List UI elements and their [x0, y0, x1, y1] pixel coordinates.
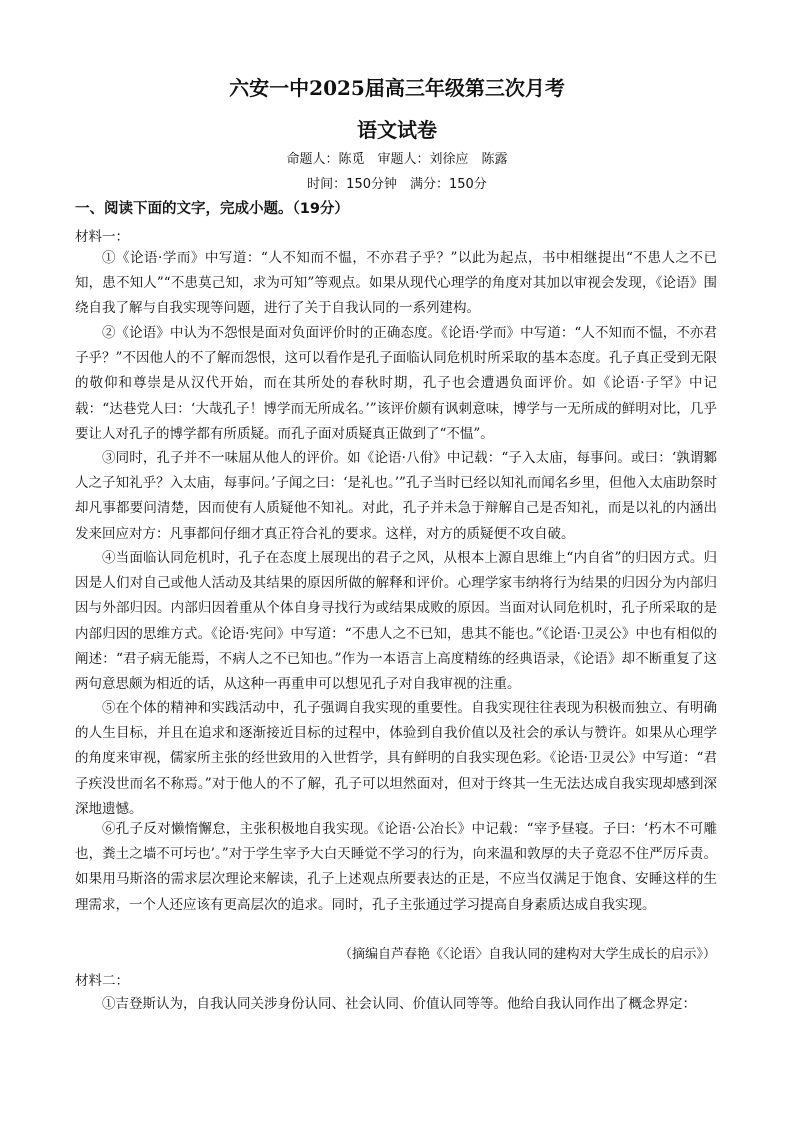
material2-paragraph-1: ①吉登斯认为，自我认同关涉身份认同、社会认同、价值认同等等。他给自我认同作出了概念界定： [102, 996, 696, 1012]
section-heading: 一、阅读下面的文字，完成小题。（19分） [75, 201, 349, 217]
material1-label: 材料一： [75, 229, 129, 245]
exam-authors: 命题人：陈觅 审题人：刘徐应 陈露 [286, 152, 508, 167]
material1-paragraph-1: ①《论语·学而》中写道：“人不知而不愠，不亦君子乎？”以此为起点，书中相继提出“不患人之不已知，患不知人”“不患莫己知，求为可知”等观点。如果从现代心理学的角度对其加以审视会发现，《论语》围绕自我了解与自我实现等问题，进行了关于自我认同的一系列建构。 [75, 250, 717, 317]
material1-paragraph-4: ④当面临认同危机时，孔子在态度上展现出的君子之风，从根本上源自思维上“内自省”的归因方式。归因是人们对自己或他人活动及其结果的原因所做的解释和评价。心理学家韦纳将行为结果的归因分为内部归因与外部归因。内部归因着重从个体自身寻找行为或结果成败的原因。当面对认同危机时，孔子所采取的是内部归因的思维方式。《论语·宪问》中写道：“不患人之不已知，患其不能也。”《论语·卫灵公》中也有相似的阐述：“君子病无能焉，不病人之不已知也。”作为一本语言上高度精练的经典语录，《论语》却不断重复了这两句意思颇为相近的话，从这种一再重申可以想见孔子对自我审视的注重。 [75, 550, 717, 693]
material1-paragraph-6: ⑥孔子反对懒惰懈怠，主张积极地自我实现。《论语·公冶长》中记载：“宰予昼寝。子曰：‘朽木不可雕也，粪土之墙不可圬也’。”对于学生宰予大白天睡觉不学习的行为，向来温和敦厚的夫子竟忍不住严厉斥责。如果用马斯洛的需求层次理论来解读，孔子上述观点所要表达的正是，不应当仅满足于饱食、安睡这样的生理需求，一个人还应该有更高层次的追求。同时，孔子主张通过学习提高自身素质达成自我实现。 [75, 821, 717, 913]
material1-source: （摘编自芦春艳《〈论语〉自我认同的建构对大学生成长的启示》） [338, 947, 716, 962]
material1-paragraph-3: ③同时，孔子并不一味屈从他人的评价。如《论语·八佾》中记载：“子入太庙，每事问。或曰：‘孰谓鄹人之子知礼乎？入太庙，每事问。’子闻之曰：‘是礼也。’”孔子当时已经以知礼而闻名乡里，但他入太庙助祭时却凡事都要问清楚，因而使有人质疑他不知礼。对此，孔子并未急于辩解自己是否知礼，而是以礼的内涵出发来回应对方：凡事都问仔细才真正符合礼的要求。这样，对方的质疑便不攻自破。 [75, 450, 717, 542]
exam-time-score: 时间：150分钟 满分：150分 [307, 177, 487, 192]
material1-paragraph-2: ②《论语》中认为不怨恨是面对负面评价时的正确态度。《论语·学而》中写道：“人不知而不愠，不亦君子乎？”不因他人的不了解而怨恨，这可以看作是孔子面临认同危机时所采取的基本态度。孔子真正受到无限的敬仰和尊崇是从汉代开始，而在其所处的春秋时期，孔子也会遭遇负面评价。如《论语·子罕》中记载：“达巷党人曰：‘大哉孔子！博学而无所成名。’”该评价颇有讽刺意味，博学与一无所成的鲜明对比，几乎要让人对孔子的博学都有所质疑。而孔子面对质疑真正做到了“不愠”。 [75, 325, 717, 442]
exam-subtitle: 语文试卷 [357, 118, 437, 142]
material1-paragraph-5: ⑤在个体的精神和实践活动中，孔子强调自我实现的重要性。自我实现往往表现为积极而独立、有明确的人生目标，并且在追求和逐渐接近目标的过程中，体验到自我价值以及社会的承认与赞许。如果从心理学的角度来审视，儒家所主张的经世致用的入世哲学，具有鲜明的自我实现色彩。《论语·卫灵公》中写道：“君子疾没世而名不称焉。”对于他人的不了解，孔子可以坦然面对，但对于终其一生无法达成自我实现却感到深深地遗憾。 [75, 700, 717, 817]
material2-label: 材料二： [75, 973, 129, 989]
exam-title: 六安一中2025届高三年级第三次月考 [229, 76, 565, 100]
